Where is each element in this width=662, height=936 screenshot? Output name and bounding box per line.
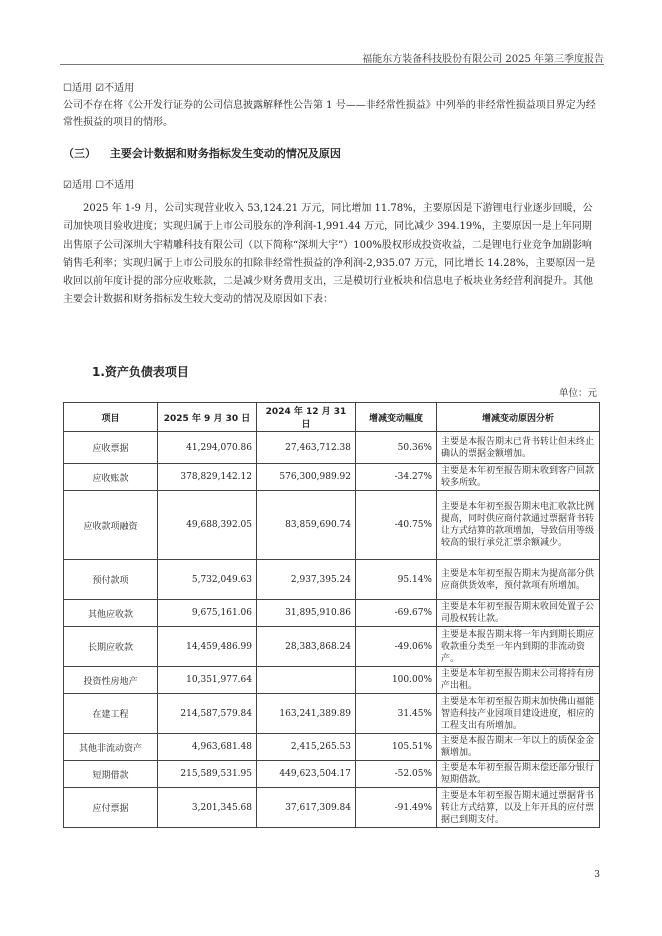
- row-change: 105.51%: [356, 734, 437, 761]
- row-prior: 576,300,989.92: [257, 464, 356, 491]
- row-prior: 27,463,712.38: [257, 432, 356, 464]
- row-reason: 主要是本报告期末一年以上的质保金金额增加。: [437, 734, 600, 761]
- row-reason: 主要是本年初至报告期末收回处置子公司股权转让款。: [437, 600, 600, 627]
- row-reason: 主要是本年初至报告期末电汇收款比例提高，同时供应商付款通过票据背书转让方式结算的款项增加，导致信用等级较高的银行承兑汇票余额减少。: [437, 491, 600, 560]
- table-row: [64, 667, 600, 694]
- row-item: 预付款项: [64, 560, 158, 600]
- row-reason: 主要是本年初至报告期末偿还部分银行短期借款。: [437, 761, 600, 788]
- applicability-option: ☐适用 ☑不适用: [63, 83, 135, 94]
- table-row: [64, 560, 600, 600]
- table-row: [64, 694, 600, 734]
- applicability-option-2: ☑适用 ☐不适用: [63, 180, 135, 191]
- row-current: 215,589,531.95: [158, 761, 257, 788]
- row-prior: 2,415,265.53: [257, 734, 356, 761]
- analysis-paragraph: 2025 年 1-9 月，公司实现营业收入 53,124.21 万元，同比增加 11.78%，主要原因是下游锂电行业逐步回暖，公司加快项目验收进度；实现归属于上市公司股东的净利润-1,991.44 万元，同比减少 394.19%，主要原因一是上年同期出售原子公司深圳大宇精雕科技有限公司（以下简称“深圳大宇”）100%股权形成投资收益，二是锂电行业竞争加剧影响销售毛利率；实现归属于上市公司股东的扣除非经常性损益的净利润-2,935.07 万元，同比增长 14.28%，主要原因一是收回以前年度计提的部分应收账款，二是减少财务费用支出，三是模切行业板块和信息电子板块业务经营利润提升。其他主要会计数据和财务指标发生较大变动的情况及原因如下表：: [63, 203, 596, 306]
- row-prior: 163,241,389.89: [257, 694, 356, 734]
- row-item: 长期应收款: [64, 627, 158, 667]
- row-change: 50.36%: [356, 432, 437, 464]
- row-change: -69.67%: [356, 600, 437, 627]
- row-reason: 主要是本报告期末已背书转让但未终止确认的票据金额增加。: [437, 432, 600, 464]
- row-current: 378,829,142.12: [158, 464, 257, 491]
- row-current: 49,688,392.05: [158, 491, 257, 560]
- row-reason: 主要是本年初至报告期末为提高部分供应商供货效率，预付款项有所增加。: [437, 560, 600, 600]
- row-change: 100.00%: [356, 667, 437, 694]
- row-change: -34.27%: [356, 464, 437, 491]
- row-current: 4,963,681.48: [158, 734, 257, 761]
- header-reason: 增减变动原因分析: [437, 403, 600, 432]
- row-current: 9,675,161.06: [158, 600, 257, 627]
- header-item: 项目: [64, 403, 158, 432]
- row-current: 10,351,977.64: [158, 667, 257, 694]
- row-change: 95.14%: [356, 560, 437, 600]
- table-row: [64, 627, 600, 667]
- row-item: 应收账款: [64, 464, 158, 491]
- header-current-date: 2025 年 9 月 30 日: [158, 403, 257, 432]
- section-number: （三）: [63, 147, 96, 160]
- row-prior: 28,383,868.24: [257, 627, 356, 667]
- header-prior-date: 2024 年 12 月 31 日: [257, 403, 356, 432]
- row-current: 14,459,486.99: [158, 627, 257, 667]
- row-prior: 31,895,910.86: [257, 600, 356, 627]
- balance-sheet-table: [63, 402, 600, 828]
- table-row: [64, 761, 600, 788]
- header-divider: [60, 64, 604, 65]
- row-item: 短期借款: [64, 761, 158, 788]
- row-current: 5,732,049.63: [158, 560, 257, 600]
- subsection-title: 1.资产负债表项目: [92, 365, 189, 379]
- row-change: -49.06%: [356, 627, 437, 667]
- table-row: [64, 432, 600, 464]
- row-reason: 主要是本年初至报告期末加快佛山福能智造科技产业园项目建设进度，相应的工程支出有所增加。: [437, 694, 600, 734]
- row-change: -52.05%: [356, 761, 437, 788]
- row-reason: 主要是本报告期末将一年内到期长期应收款重分类至一年内到期的非流动资产。: [437, 627, 600, 667]
- non-recurring-notice: 公司不存在将《公开发行证券的公司信息披露解释性公告第 1 号——非经常性损益》中列举的非经常性损益项目界定为经常性损益的项目的情形。: [63, 100, 596, 128]
- row-change: 31.45%: [356, 694, 437, 734]
- row-current: 41,294,070.86: [158, 432, 257, 464]
- report-header: 福能东方装备科技股份有限公司 2025 年第三季度报告: [362, 54, 604, 65]
- row-current: 214,587,579.84: [158, 694, 257, 734]
- row-item: 应收票据: [64, 432, 158, 464]
- row-reason: 主要是本年初至报告期末通过票据背书转让方式结算，以及上年开具的应付票据已到期支付。: [437, 788, 600, 828]
- row-prior: 2,937,395.24: [257, 560, 356, 600]
- row-item: 投资性房地产: [64, 667, 158, 694]
- table-row: [64, 464, 600, 491]
- row-reason: 主要是本年初至报告期末收到客户回款较多所致。: [437, 464, 600, 491]
- table-row: [64, 491, 600, 560]
- row-item: 应付票据: [64, 788, 158, 828]
- table-row: [64, 734, 600, 761]
- section-heading: [63, 145, 341, 161]
- table-header-row: [64, 403, 600, 432]
- row-prior: 83,859,690.74: [257, 491, 356, 560]
- unit-label: 单位：元: [558, 388, 597, 399]
- table-row: [64, 600, 600, 627]
- table-row: [64, 788, 600, 828]
- row-item: 其他非流动资产: [64, 734, 158, 761]
- section-title: 主要会计数据和财务指标发生变动的情况及原因: [109, 147, 341, 160]
- row-item: 在建工程: [64, 694, 158, 734]
- header-change-rate: 增减变动幅度: [356, 403, 437, 432]
- row-prior: 449,623,504.17: [257, 761, 356, 788]
- page-number: 3: [594, 870, 600, 880]
- row-current: 3,201,345.68: [158, 788, 257, 828]
- row-prior: [257, 667, 356, 694]
- row-prior: 37,617,309.84: [257, 788, 356, 828]
- row-change: -40.75%: [356, 491, 437, 560]
- row-item: 其他应收款: [64, 600, 158, 627]
- row-item: 应收款项融资: [64, 491, 158, 560]
- row-reason: 主要是本年初至报告期末公司将持有房产出租。: [437, 667, 600, 694]
- row-change: -91.49%: [356, 788, 437, 828]
